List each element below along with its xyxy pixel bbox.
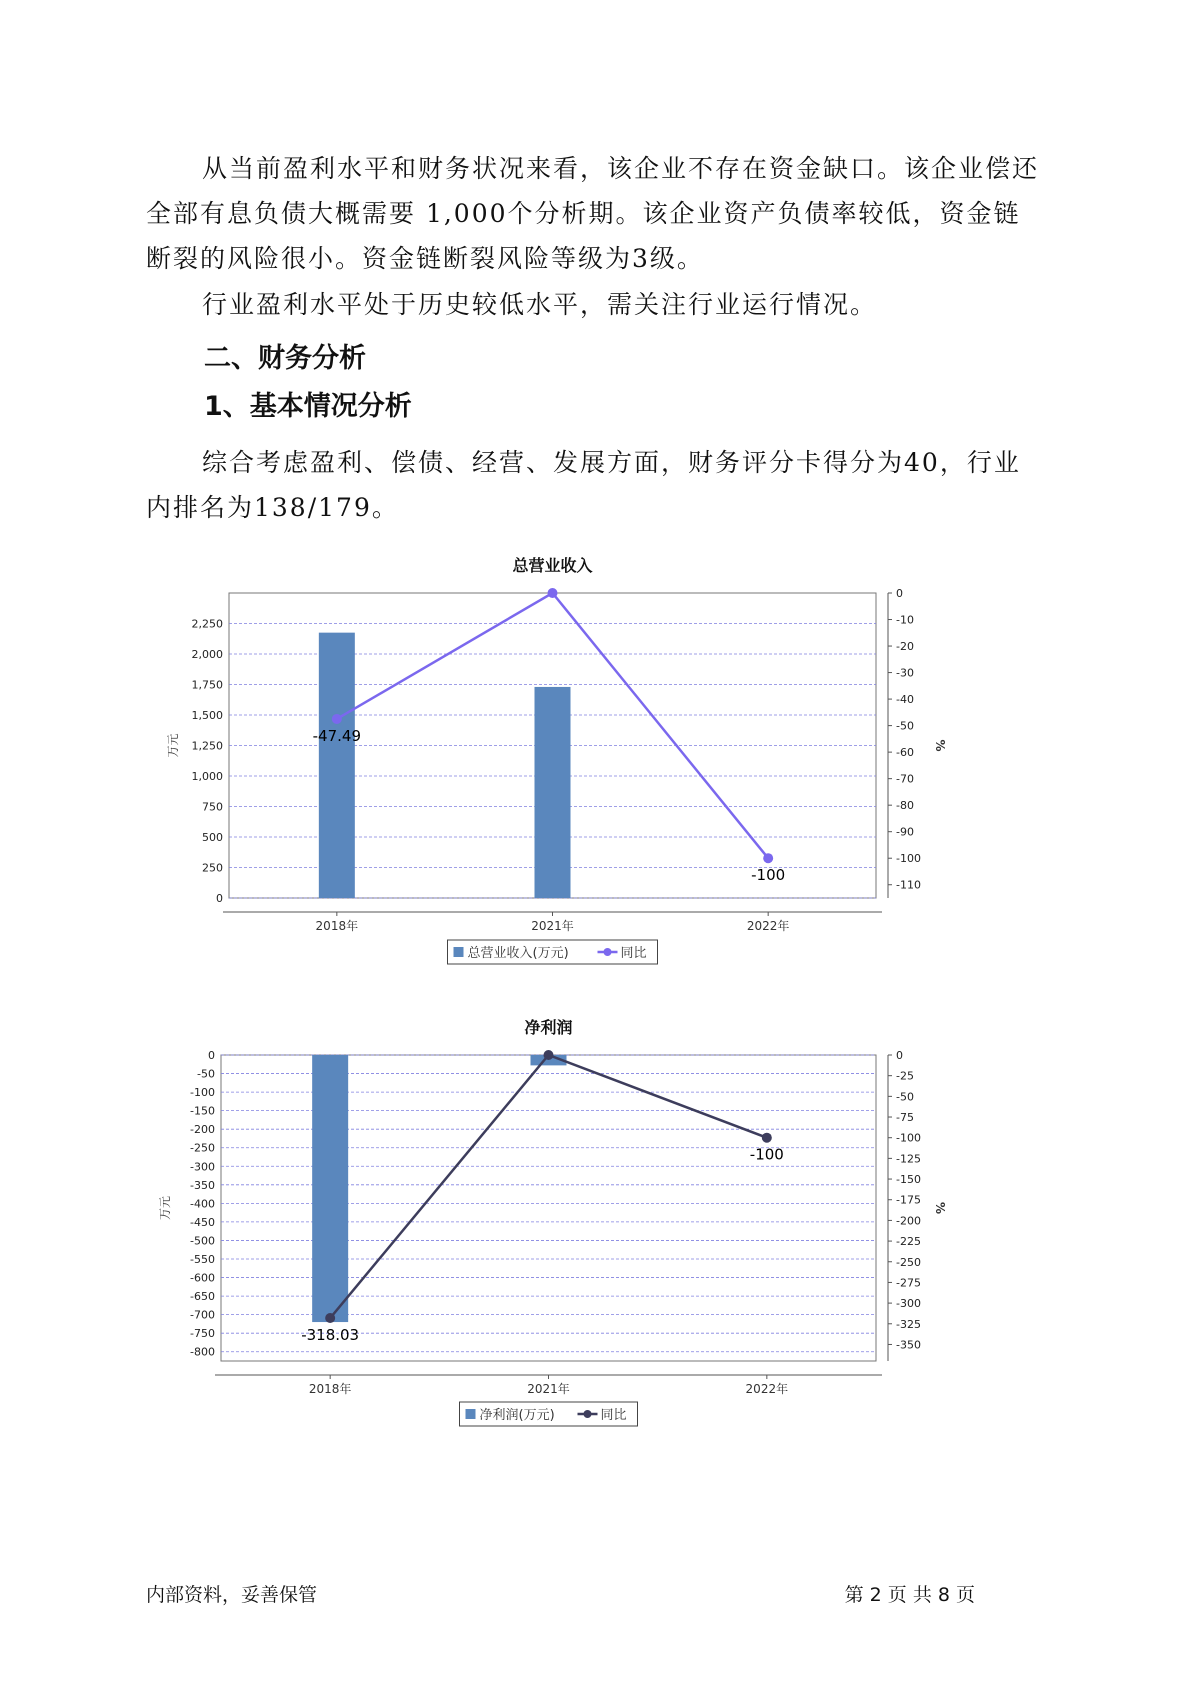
y2-tick-label: -80	[896, 799, 914, 813]
y-tick-label: 250	[202, 861, 223, 875]
y2-tick-label: -75	[896, 1111, 914, 1125]
y2-tick-label: -90	[896, 825, 914, 839]
bar-1	[535, 687, 571, 898]
y2-tick-label: -325	[896, 1317, 921, 1331]
x-tick-label: 2021年	[527, 1382, 570, 1396]
y-tick-label: -250	[190, 1141, 215, 1155]
y-tick-label: 0	[208, 1049, 215, 1062]
chart-net-profit	[160, 1005, 980, 1435]
data-label: -100	[749, 1145, 784, 1164]
y2-tick-label: -10	[896, 613, 914, 627]
bar-0	[312, 1055, 348, 1322]
y2-tick-label: 0	[896, 1049, 903, 1062]
bar-0	[319, 633, 355, 898]
y-tick-label: -50	[197, 1067, 215, 1081]
data-label: -318.03	[301, 1326, 360, 1345]
chart-revenue	[160, 545, 980, 975]
legend-bar-label: 总营业收入(万元)	[467, 946, 569, 961]
paragraph-industry-profit: 行业盈利水平处于历史较低水平，需关注行业运行情况。	[202, 290, 878, 319]
y2-tick-label: -25	[896, 1069, 914, 1083]
y-tick-label: -550	[190, 1253, 215, 1266]
data-label: -47.49	[312, 726, 362, 745]
y2-tick-label: -150	[896, 1173, 921, 1187]
y2-tick-label: 0	[896, 587, 903, 600]
y-tick-label: -100	[190, 1086, 215, 1100]
y2-tick-label: -350	[896, 1338, 921, 1352]
y-tick-label: -350	[190, 1178, 215, 1192]
y-tick-label: 1,500	[191, 709, 223, 722]
x-tick-label: 2018年	[308, 1382, 352, 1396]
legend-bar-label: 净利润(万元)	[479, 1408, 555, 1423]
paragraph-scorecard: 综合考虑盈利、偿债、经营、发展方面，财务评分卡得分为40，行业内排名为138/179。	[146, 448, 1021, 522]
x-tick-label: 2022年	[746, 919, 790, 933]
y-axis-label: 万元	[166, 733, 180, 758]
y2-tick-label: -110	[896, 878, 921, 892]
y-tick-label: -300	[190, 1160, 215, 1174]
y2-tick-label: -275	[896, 1276, 921, 1290]
y-tick-label: -600	[190, 1271, 215, 1285]
y-tick-label: 1,000	[191, 770, 223, 783]
y-tick-label: 750	[202, 800, 223, 814]
y2-tick-label: -30	[896, 666, 914, 680]
y2-tick-label: -125	[896, 1152, 921, 1166]
y2-axis-label: %	[933, 1201, 947, 1215]
y2-tick-label: -100	[896, 1131, 921, 1145]
y2-tick-label: -200	[896, 1214, 921, 1228]
y-tick-label: -200	[190, 1123, 215, 1137]
y-tick-label: -500	[190, 1234, 215, 1248]
y2-tick-label: -60	[896, 746, 914, 760]
y2-tick-label: -40	[896, 693, 914, 707]
chart-title: 净利润	[524, 1018, 573, 1037]
legend-bar-swatch	[466, 1409, 476, 1419]
y-tick-label: 1,750	[191, 678, 223, 692]
legend-line-label: 同比	[620, 946, 647, 961]
line-point-1	[548, 588, 558, 598]
x-tick-label: 2022年	[745, 1382, 789, 1396]
y2-axis-label: %	[933, 739, 947, 752]
line-point-2	[763, 853, 773, 863]
y-tick-label: 1,250	[191, 739, 223, 753]
legend-line-marker	[584, 1410, 592, 1418]
y2-tick-label: -250	[896, 1255, 921, 1269]
y2-tick-label: -300	[896, 1297, 921, 1311]
line-point-0	[332, 714, 342, 724]
footer-page-number: 第 2 页 共 8 页	[844, 1584, 975, 1606]
y2-tick-label: -70	[896, 772, 914, 786]
chart-title: 总营业收入	[512, 556, 593, 575]
y-tick-label: -800	[190, 1345, 215, 1359]
y-tick-label: -700	[190, 1308, 215, 1322]
y-tick-label: 2,000	[191, 648, 223, 661]
y-tick-label: -400	[190, 1197, 215, 1211]
y2-tick-label: -175	[896, 1193, 921, 1207]
y2-tick-label: -50	[896, 1090, 914, 1104]
y-tick-label: -650	[190, 1290, 215, 1304]
line-point-1	[544, 1050, 554, 1060]
y2-tick-label: -225	[896, 1235, 921, 1249]
x-tick-label: 2021年	[531, 919, 574, 933]
x-tick-label: 2018年	[315, 919, 359, 933]
y2-tick-label: -50	[896, 719, 914, 733]
legend-bar-swatch	[454, 947, 464, 957]
y-tick-label: 500	[202, 831, 223, 844]
y-tick-label: 2,250	[191, 617, 223, 631]
y-tick-label: 0	[216, 892, 223, 905]
data-label: -100	[751, 866, 786, 885]
y-tick-label: -450	[190, 1215, 215, 1229]
subsection-heading: 1、基本情况分析	[204, 391, 412, 422]
line-point-2	[762, 1133, 772, 1143]
footer-confidential: 内部资料，妥善保管	[146, 1584, 318, 1606]
legend-line-marker	[604, 948, 612, 956]
y-axis-label: 万元	[158, 1195, 172, 1221]
y-tick-label: -150	[190, 1104, 215, 1118]
legend	[460, 1402, 638, 1426]
legend	[448, 940, 658, 964]
y-tick-label: -750	[190, 1327, 215, 1341]
legend-line-label: 同比	[600, 1408, 627, 1423]
section-heading: 二、财务分析	[204, 343, 366, 374]
y2-tick-label: -20	[896, 640, 914, 654]
line-point-0	[325, 1313, 335, 1323]
y2-tick-label: -100	[896, 852, 921, 866]
paragraph-funding-gap: 从当前盈利水平和财务状况来看，该企业不存在资金缺口。该企业偿还全部有息负债大概需要 1,000个分析期。该企业资产负债率较低，资金链断裂的风险很小。资金链断裂风险等级为3级。	[146, 154, 1040, 273]
